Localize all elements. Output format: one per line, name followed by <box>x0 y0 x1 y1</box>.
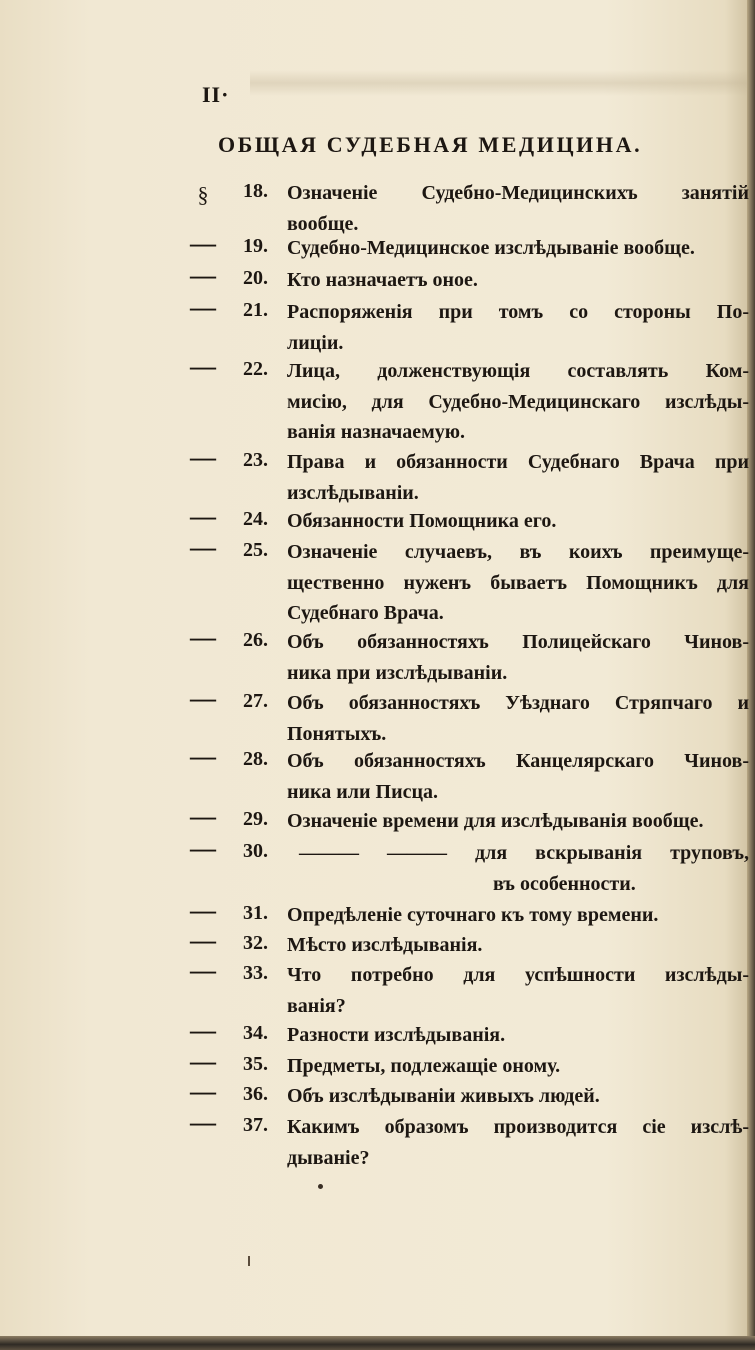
dash-mark: — <box>190 443 216 472</box>
dash-mark: — <box>190 1077 216 1106</box>
entry-text <box>287 178 749 239</box>
entry-number: 22. <box>243 358 268 380</box>
dash-mark: — <box>190 1047 216 1076</box>
entry-line: изслѣдываніи. <box>287 481 419 504</box>
entry-number: 26. <box>243 629 268 651</box>
dash-mark: — <box>190 956 216 985</box>
toc-entry <box>0 684 755 745</box>
entry-line: Опредѣленіе суточнаго къ тому времени. <box>287 904 659 926</box>
toc-entry <box>0 178 755 235</box>
entry-line: Объ обязанностяхъ Полицейскаго Чинов- <box>287 631 749 653</box>
entry-text <box>287 1051 749 1082</box>
entry-number: 31. <box>243 902 268 924</box>
entry-line: Обязанности Помощника его. <box>287 510 557 532</box>
entry-line: вообще. <box>287 212 359 235</box>
dash-mark: — <box>190 684 216 713</box>
entry-line: Мѣсто изслѣдыванія. <box>287 934 483 956</box>
entry-line: мисію, для Судебно-Медицинскаго изслѣды- <box>287 390 749 413</box>
entry-line: Понятыхъ. <box>287 722 387 745</box>
entry-text <box>287 447 749 508</box>
ink-dot <box>318 1184 323 1189</box>
toc-entry <box>0 352 755 443</box>
entry-text <box>287 506 749 537</box>
dash-mark: — <box>190 802 216 831</box>
toc-entry <box>0 1108 755 1169</box>
entry-number: 19. <box>243 235 268 257</box>
entry-number: 32. <box>243 932 268 954</box>
entry-line: въ особенности. <box>493 872 636 895</box>
entry-line: Судебнаго Врача. <box>287 602 444 624</box>
entry-text <box>287 1081 749 1112</box>
toc-entry <box>0 293 755 354</box>
entry-number: 36. <box>243 1083 268 1105</box>
entry-number: 29. <box>243 808 268 830</box>
entry-line: ——— ——— для вскрыванія труповъ, <box>299 842 749 864</box>
entry-line: Лица, долженствующія составлять Ком- <box>287 360 749 382</box>
entry-line: Кто назначаетъ оное. <box>287 269 478 291</box>
entry-line: Объ изслѣдываніи живыхъ людей. <box>287 1085 600 1107</box>
entry-text <box>287 356 749 448</box>
dash-mark: — <box>190 1108 216 1137</box>
entry-text <box>287 1112 749 1173</box>
dash-mark: — <box>190 229 216 258</box>
dash-mark: — <box>190 502 216 531</box>
entry-line: лиціи. <box>287 331 344 354</box>
dash-mark: — <box>190 896 216 925</box>
dash-mark: — <box>190 623 216 652</box>
entry-number: 37. <box>243 1114 268 1136</box>
dash-mark: — <box>190 352 216 381</box>
toc-entry <box>0 623 755 684</box>
entry-number: 25. <box>243 539 268 561</box>
entry-number: 34. <box>243 1022 268 1044</box>
entry-text <box>287 838 749 899</box>
entry-line: Объ обязанностяхъ Канцелярскаго Чинов- <box>287 750 749 772</box>
entry-line: ванія назначаемую. <box>287 421 466 443</box>
entry-text <box>287 688 749 749</box>
entry-number: 20. <box>243 267 268 289</box>
entry-line: Права и обязанности Судебнаго Врача при <box>287 451 749 473</box>
entry-line: ника при изслѣдываніи. <box>287 661 508 684</box>
dash-mark: — <box>190 261 216 290</box>
entry-line: ника или Писца. <box>287 780 439 803</box>
entry-text <box>287 233 749 264</box>
entry-text <box>287 900 749 931</box>
toc-entry <box>0 834 755 895</box>
toc-entry <box>0 742 755 803</box>
section-heading: ОБЩАЯ СУДЕБНАЯ МЕДИЦИНА. <box>218 132 643 157</box>
entry-line: Предметы, подлежащіе оному. <box>287 1055 561 1077</box>
toc-entry <box>0 956 755 1017</box>
toc-entry <box>0 443 755 504</box>
entry-text <box>287 746 749 807</box>
entry-line: Означеніе случаевъ, въ коихъ преимуще- <box>287 541 749 563</box>
dash-mark: — <box>190 834 216 863</box>
paper-stain <box>250 70 750 96</box>
entry-number: 30. <box>243 840 268 862</box>
entry-text <box>287 930 749 961</box>
dash-mark: — <box>190 742 216 771</box>
entry-line: Распоряженія при томъ со стороны По- <box>287 301 749 323</box>
entry-text <box>287 537 749 629</box>
entry-text <box>287 960 749 1021</box>
entry-line: дываніе? <box>287 1146 370 1169</box>
entry-number: 21. <box>243 299 268 321</box>
entry-number: 28. <box>243 748 268 770</box>
section-sign: § <box>197 182 209 207</box>
dash-mark: — <box>190 293 216 322</box>
entry-line: Означеніе Судебно-Медицинскихъ занятій <box>287 182 749 204</box>
toc-entry <box>0 533 755 624</box>
dash-mark: — <box>190 533 216 562</box>
entry-line: Разности изслѣдыванія. <box>287 1024 506 1046</box>
entry-number: 18. <box>243 180 268 202</box>
entry-line: Судебно-Медицинское изслѣдываніе вообще. <box>287 237 695 259</box>
entry-text <box>287 1020 749 1051</box>
entry-line: щественно нуженъ бываетъ Помощникъ для <box>287 571 749 594</box>
entry-number: 23. <box>243 449 268 471</box>
dash-mark: — <box>190 1016 216 1045</box>
ink-tick <box>248 1256 250 1266</box>
entry-number: 24. <box>243 508 268 530</box>
entry-line: Что потребно для успѣшности изслѣды- <box>287 964 749 986</box>
entry-text <box>287 265 749 296</box>
entry-line: Объ обязанностяхъ Уѣзднаго Стряпчаго и <box>287 692 749 714</box>
entry-text <box>287 627 749 688</box>
entry-line: Какимъ образомъ производится сіе изслѣ- <box>287 1116 749 1138</box>
entry-line: ванія? <box>287 994 346 1017</box>
dash-mark: — <box>190 926 216 955</box>
entry-number: 35. <box>243 1053 268 1075</box>
entry-number: 27. <box>243 690 268 712</box>
entry-line: Означеніе времени для изслѣдыванія вообще. <box>287 810 704 832</box>
page-number: II· <box>202 82 230 107</box>
entry-text <box>287 806 749 837</box>
entry-text <box>287 297 749 358</box>
page-edge-bottom <box>0 1336 755 1350</box>
entry-number: 33. <box>243 962 268 984</box>
